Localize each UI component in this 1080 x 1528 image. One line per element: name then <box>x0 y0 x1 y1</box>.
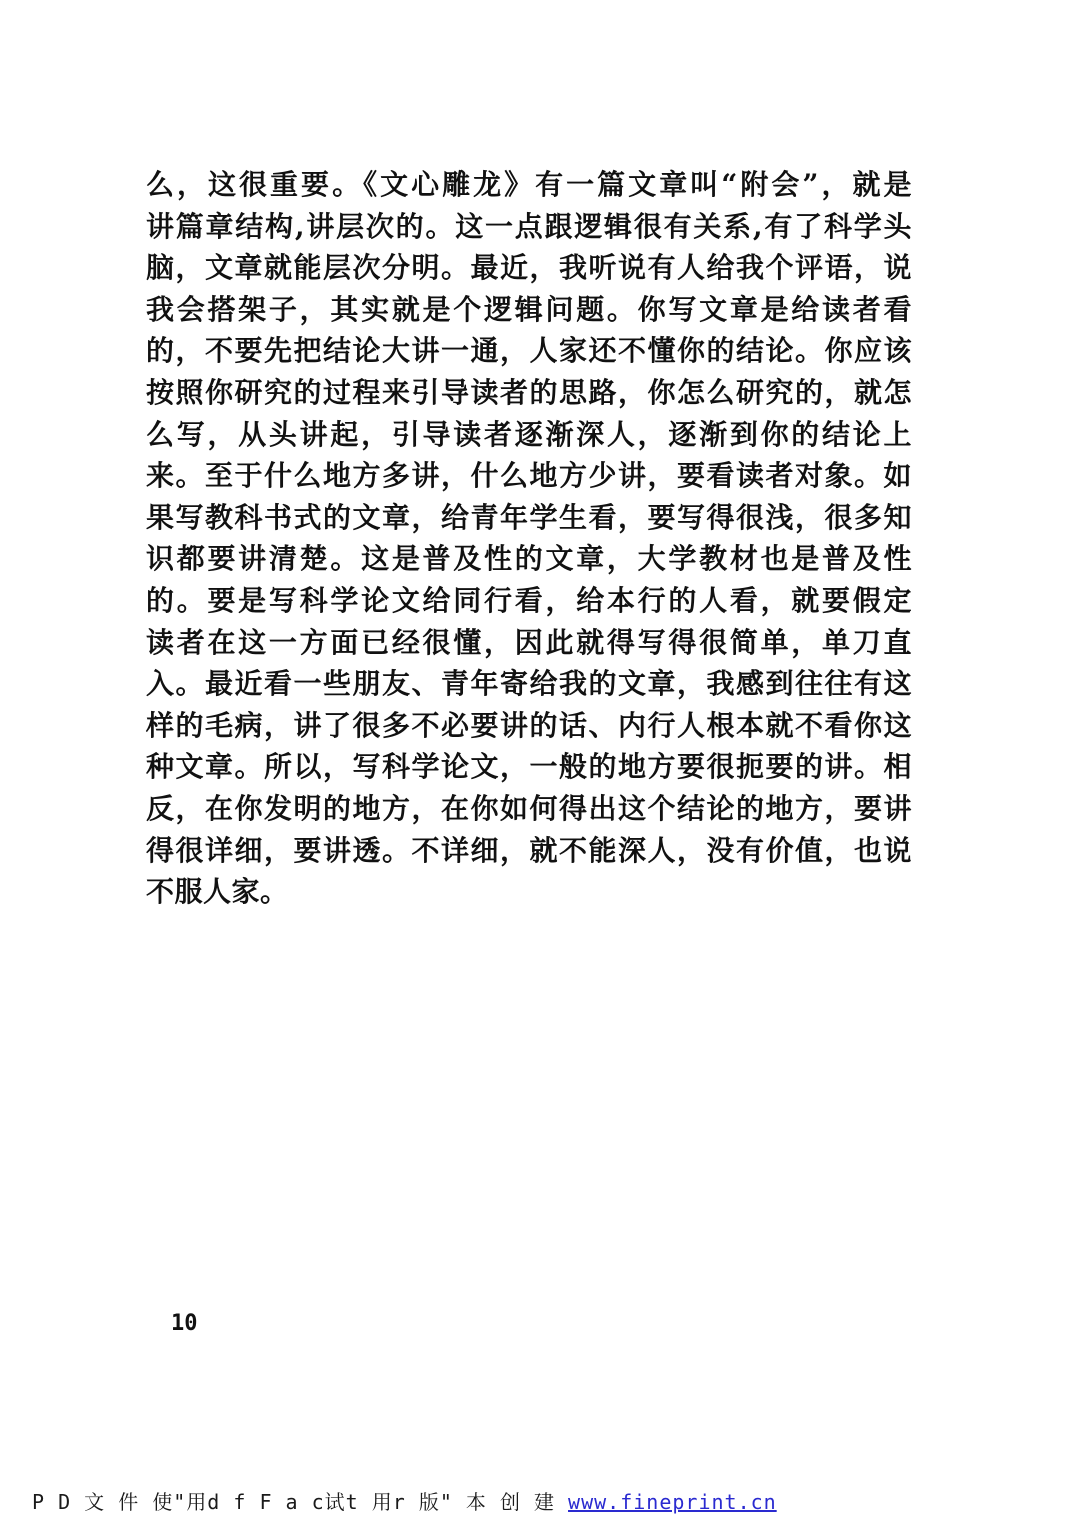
text-line: 脑，文章就能层次分明。最近，我听说有人给我个评语，说 <box>146 251 912 285</box>
text-line: 来。至于什么地方多讲，什么地方少讲，要看读者对象。如 <box>146 459 912 493</box>
text-line: 得很详细，要讲透。不详细，就不能深人，没有价值，也说 <box>146 833 912 867</box>
watermark-footer <box>32 1486 777 1515</box>
text-line: 果写教科书式的文章，给青年学生看，要写得很浅，很多知 <box>146 500 912 534</box>
body-text <box>146 164 912 913</box>
watermark-link[interactable]: www.fineprint.cn <box>568 1490 777 1514</box>
watermark-text: P D 文 件 使"用d f F a c试t 用r 版" 本 创 建 <box>32 1490 555 1514</box>
text-line: 的。要是写科学论文给同行看，给本行的人看，就要假定 <box>146 583 912 617</box>
page-number: 10 <box>171 1311 198 1336</box>
text-line: 读者在这一方面已经很懂，因此就得写得很简单，单刀直 <box>146 625 912 659</box>
text-line: 讲篇章结构,讲层次的。这一点跟逻辑很有关系,有了科学头 <box>146 209 912 243</box>
text-line: 么写，从头讲起，引导读者逐渐深人，逐渐到你的结论上 <box>146 417 912 451</box>
text-line: 反，在你发明的地方，在你如何得出这个结论的地方，要讲 <box>146 791 912 825</box>
text-line: 不服人家。 <box>146 875 289 909</box>
text-line: 的，不要先把结论大讲一通，人家还不懂你的结论。你应该 <box>146 334 912 368</box>
text-line: 入。最近看一些朋友、青年寄给我的文章，我感到往往有这 <box>146 667 912 701</box>
text-line: 我会搭架子，其实就是个逻辑问题。你写文章是给读者看 <box>146 292 912 326</box>
text-line: 种文章。所以，写科学论文，一般的地方要很扼要的讲。相 <box>146 750 912 784</box>
text-line: 按照你研究的过程来引导读者的思路，你怎么研究的，就怎 <box>146 375 912 409</box>
text-line: 么，这很重要。《文心雕龙》有一篇文章叫“附会”，就是 <box>146 168 912 201</box>
text-line: 识都要讲清楚。这是普及性的文章，大学教材也是普及性 <box>146 542 912 576</box>
text-line: 样的毛病，讲了很多不必要讲的话、内行人根本就不看你这 <box>146 708 912 742</box>
